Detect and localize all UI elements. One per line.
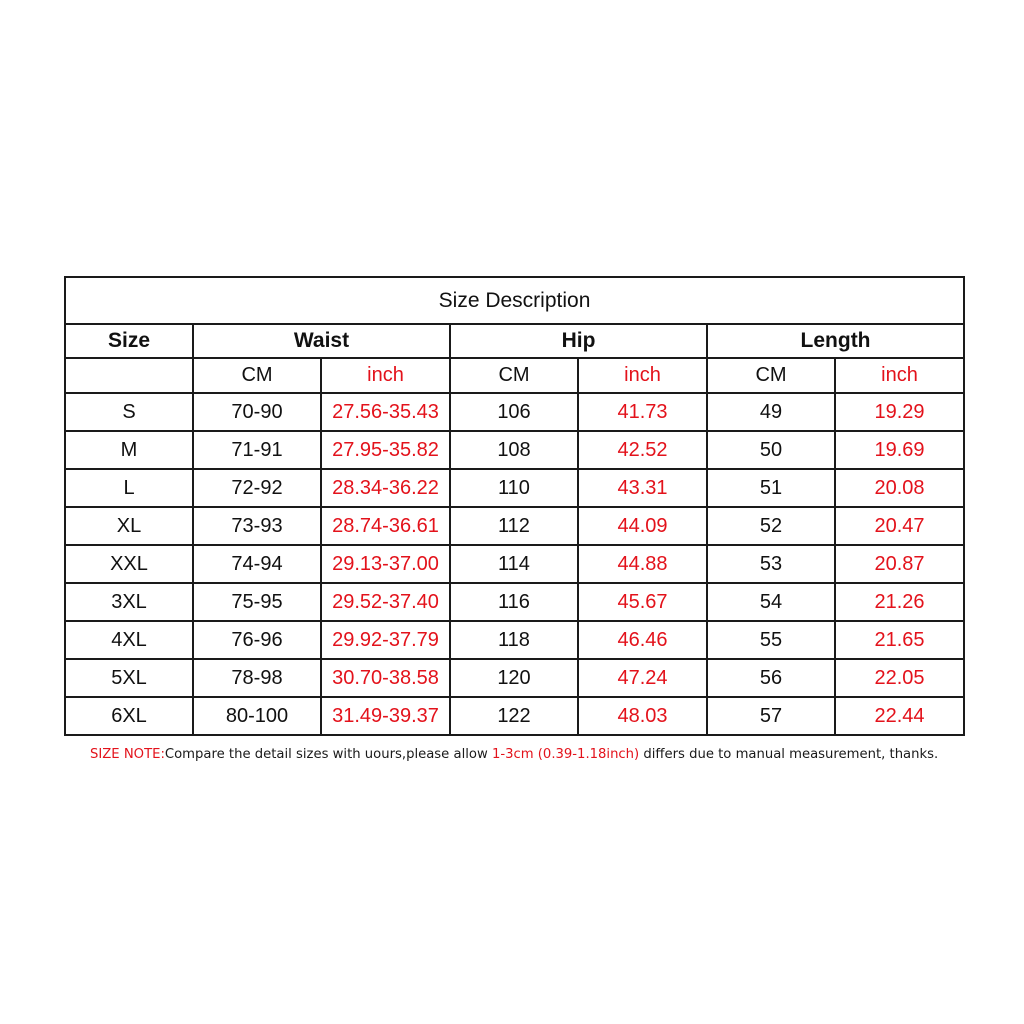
length-inch-cell: 20.87 [835,545,964,583]
hip-cm-cell: 106 [450,393,578,431]
waist-cm-cell: 72-92 [193,469,321,507]
hip-cm-cell: 110 [450,469,578,507]
waist-inch-cell: 31.49-39.37 [321,697,450,735]
hip-inch-cell: 42.52 [578,431,707,469]
length-cm-cell: 54 [707,583,835,621]
hip-inch-cell: 48.03 [578,697,707,735]
waist-cm-cell: 71-91 [193,431,321,469]
hip-cm-cell: 116 [450,583,578,621]
length-inch-cell: 21.65 [835,621,964,659]
length-inch-cell: 19.69 [835,431,964,469]
size-cell: 5XL [65,659,193,697]
size-cell: S [65,393,193,431]
table-row [65,583,964,621]
size-note [90,747,990,762]
waist-inch-cell: 27.95-35.82 [321,431,450,469]
length-cm-cell: 56 [707,659,835,697]
waist-cm-cell: 76-96 [193,621,321,659]
waist-cm-cell: 70-90 [193,393,321,431]
length-cm-cell: 52 [707,507,835,545]
length-cm-cell: 50 [707,431,835,469]
length-cm-cell: 55 [707,621,835,659]
size-cell: M [65,431,193,469]
waist-inch-cell: 28.74-36.61 [321,507,450,545]
size-cell: L [65,469,193,507]
length-inch-cell: 22.05 [835,659,964,697]
hip-inch-cell: 47.24 [578,659,707,697]
unit-waist-inch: inch [321,358,450,393]
table-title: Size Description [65,277,964,324]
hip-inch-cell: 43.31 [578,469,707,507]
hip-cm-cell: 122 [450,697,578,735]
waist-cm-cell: 80-100 [193,697,321,735]
table-row [65,659,964,697]
title-row [65,277,964,324]
table-row [65,545,964,583]
length-inch-cell: 20.47 [835,507,964,545]
size-chart-table [64,276,965,736]
size-note-text-b: differs due to manual measurement, thanks. [639,747,939,762]
hip-cm-cell: 118 [450,621,578,659]
size-cell: XL [65,507,193,545]
hip-cm-cell: 108 [450,431,578,469]
length-cm-cell: 51 [707,469,835,507]
unit-hip-inch: inch [578,358,707,393]
size-cell: 3XL [65,583,193,621]
header-hip: Hip [450,324,707,358]
hip-inch-cell: 45.67 [578,583,707,621]
table-row [65,507,964,545]
waist-cm-cell: 74-94 [193,545,321,583]
size-cell: 4XL [65,621,193,659]
hip-inch-cell: 41.73 [578,393,707,431]
unit-hip-cm: CM [450,358,578,393]
table-row [65,469,964,507]
waist-inch-cell: 29.13-37.00 [321,545,450,583]
table-row [65,393,964,431]
unit-header-row [65,358,964,393]
group-header-row [65,324,964,358]
hip-cm-cell: 114 [450,545,578,583]
length-inch-cell: 19.29 [835,393,964,431]
hip-inch-cell: 46.46 [578,621,707,659]
length-cm-cell: 53 [707,545,835,583]
unit-waist-cm: CM [193,358,321,393]
hip-cm-cell: 112 [450,507,578,545]
waist-inch-cell: 29.92-37.79 [321,621,450,659]
size-note-text-a: Compare the detail sizes with uours,please allow [164,747,492,762]
waist-cm-cell: 75-95 [193,583,321,621]
waist-inch-cell: 27.56-35.43 [321,393,450,431]
header-waist: Waist [193,324,450,358]
unit-length-inch: inch [835,358,964,393]
header-size: Size [65,324,193,358]
waist-cm-cell: 73-93 [193,507,321,545]
waist-inch-cell: 30.70-38.58 [321,659,450,697]
length-inch-cell: 22.44 [835,697,964,735]
size-note-highlight: 1-3cm (0.39-1.18inch) [491,747,640,762]
waist-inch-cell: 28.34-36.22 [321,469,450,507]
hip-inch-cell: 44.88 [578,545,707,583]
header-length: Length [707,324,964,358]
hip-cm-cell: 120 [450,659,578,697]
unit-length-cm: CM [707,358,835,393]
waist-inch-cell: 29.52-37.40 [321,583,450,621]
waist-cm-cell: 78-98 [193,659,321,697]
length-inch-cell: 21.26 [835,583,964,621]
unit-empty-cell [65,358,193,393]
length-cm-cell: 49 [707,393,835,431]
size-note-label: SIZE NOTE: [90,747,165,762]
table-row [65,697,964,735]
size-cell: XXL [65,545,193,583]
hip-inch-cell: 44.09 [578,507,707,545]
table-row [65,621,964,659]
length-cm-cell: 57 [707,697,835,735]
length-inch-cell: 20.08 [835,469,964,507]
table-row [65,431,964,469]
size-cell: 6XL [65,697,193,735]
